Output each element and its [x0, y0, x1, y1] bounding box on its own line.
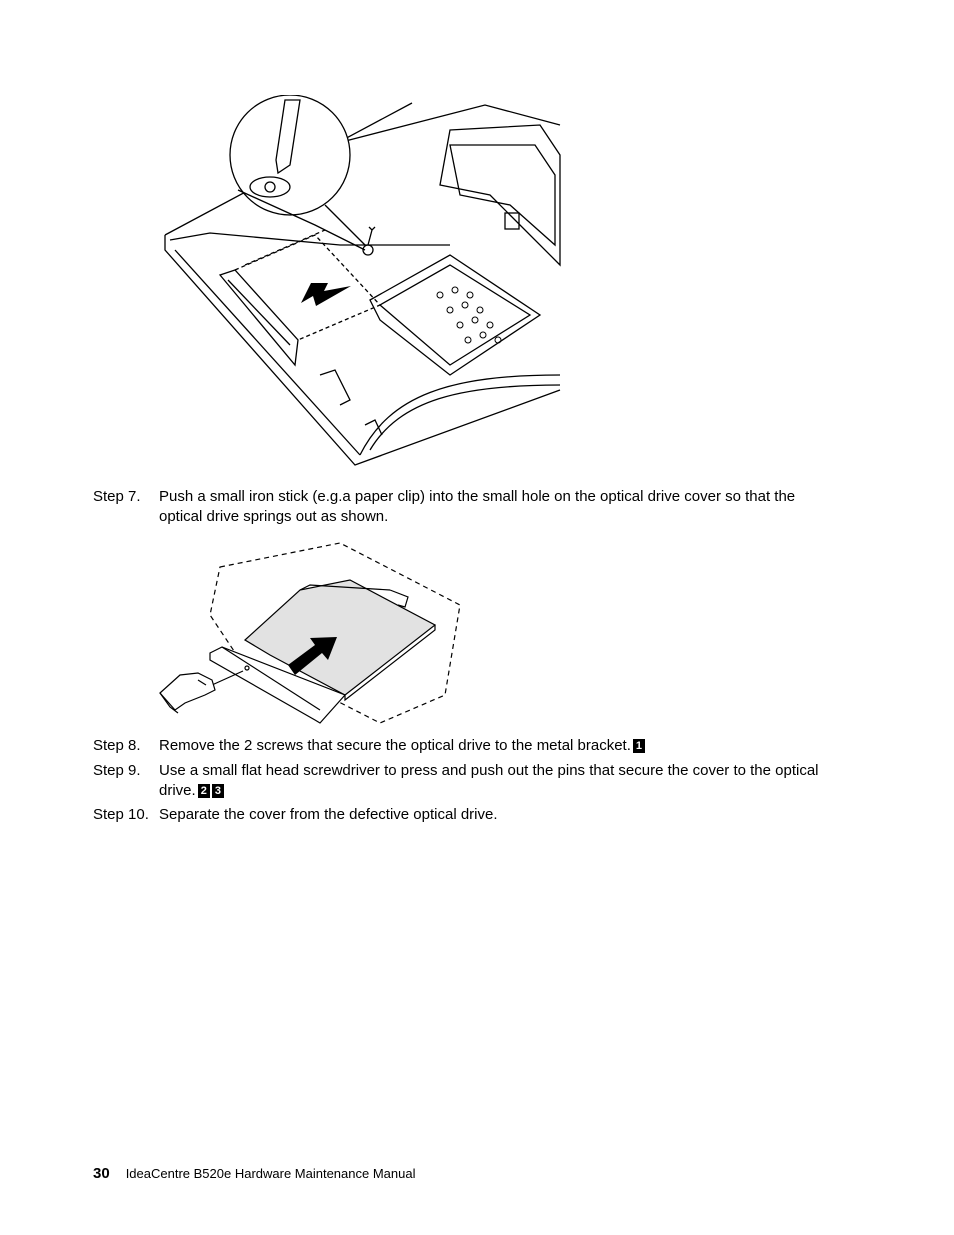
optical-drive-removal-illustration [150, 95, 570, 475]
step-number: Step 7. [93, 488, 141, 505]
step-text: Push a small iron stick (e.g.a paper clip) into the small hole on the optical drive cover so that the optical drive springs out as shown. [159, 488, 796, 525]
step-text: Remove the 2 screws that secure the optical drive to the metal bracket. [159, 737, 631, 754]
callout-badge: 2 [198, 784, 210, 798]
page-footer [93, 1165, 415, 1182]
step-number: Step 9. [93, 762, 141, 779]
step-number: Step 10. [93, 806, 149, 823]
step-text-wrapper [159, 736, 839, 756]
step-text: Use a small flat head screwdriver to press and push out the pins that secure the cover to the optical drive. [159, 762, 819, 799]
manual-title: IdeaCentre B520e Hardware Maintenance Manual [125, 1166, 416, 1181]
step-text-wrapper [159, 761, 839, 800]
callout-badge: 1 [633, 739, 645, 753]
paper-clip-eject-illustration [150, 535, 470, 730]
callout-badge: 3 [212, 784, 224, 798]
page-number: 30 [93, 1165, 110, 1182]
step-text: Separate the cover from the defective optical drive. [159, 806, 498, 823]
step-number: Step 8. [93, 737, 141, 754]
